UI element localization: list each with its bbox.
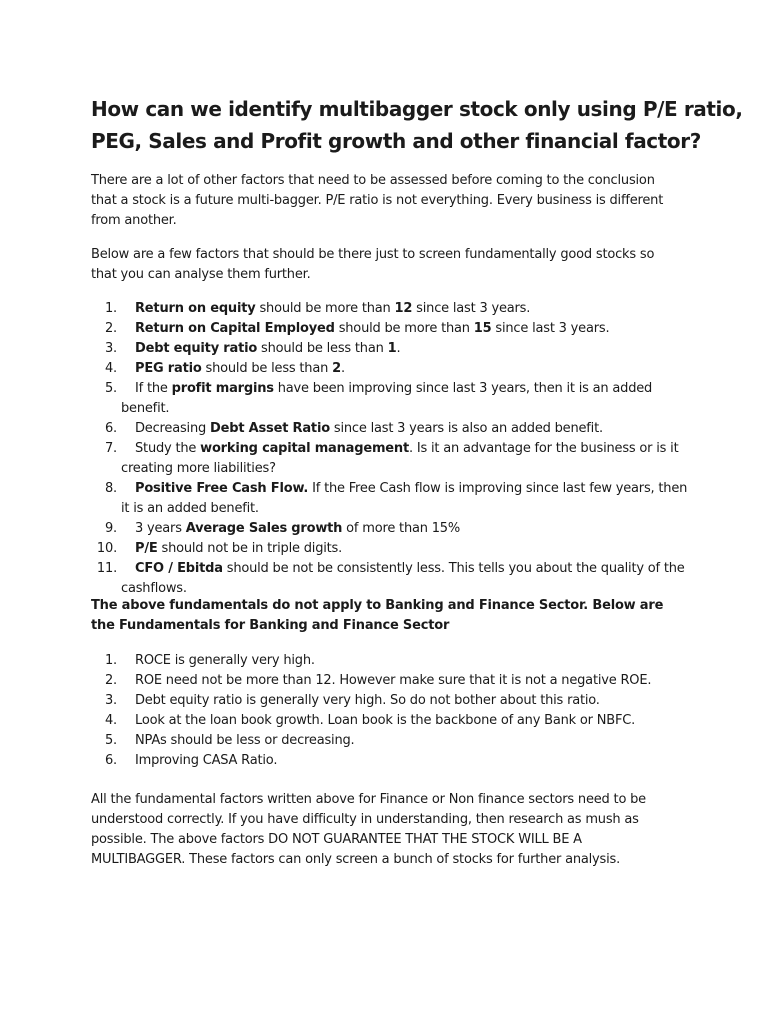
list-item: 8. Positive Free Cash Flow. If the Free Cash flow is improving since last few years, then it is an added benefit. xyxy=(104,481,688,516)
list-item: 3. Debt equity ratio is generally very high. So do not bother about this ratio. xyxy=(104,693,600,708)
list-item: 1. ROCE is generally very high. xyxy=(104,653,315,668)
list-item: 6. Improving CASA Ratio. xyxy=(104,753,278,768)
list-item: 2. ROE need not be more than 12. However make sure that it is not a negative ROE. xyxy=(104,673,652,688)
list-item: 11. CFO / Ebitda should be not be consistently less. This tells you about the quality of the cashflows. xyxy=(96,561,685,596)
banking-factors-list xyxy=(91,651,691,771)
page-title: How can we identify multibagger stock only using P/E ratio, PEG, Sales and Profit growth and other financial factor? xyxy=(91,97,743,153)
list-item: 9. 3 years Average Sales growth of more than 15% xyxy=(104,521,461,536)
list-item: 10. P/E should not be in triple digits. xyxy=(96,541,343,556)
list-item: 7. Study the working capital management. Is it an advantage for the business or is it creating more liabilities? xyxy=(104,441,679,476)
list-item: 5. If the profit margins have been improving since last 3 years, then it is an added benefit. xyxy=(104,381,653,416)
list-item: 1. Return on equity should be more than 12 since last 3 years. xyxy=(104,301,531,316)
list-item: 4. PEG ratio should be less than 2. xyxy=(104,361,345,376)
intro-paragraph-1: There are a lot of other factors that need to be assessed before coming to the conclusion that a stock is a future multi-bagger. P/E ratio is not everything. Every business is different from another. xyxy=(91,173,664,228)
list-item: 6. Decreasing Debt Asset Ratio since last 3 years is also an added benefit. xyxy=(104,421,603,436)
conclusion-paragraph: All the fundamental factors written above for Finance or Non finance sectors need to be understood correctly. If you have difficulty in understanding, then research as mush as possible. The above factors DO NOT GUARANTEE THAT THE STOCK WILL BE A MULTIBAGGER. These factors can only screen a bunch of stocks for further analysis. xyxy=(91,792,646,867)
factors-list xyxy=(91,299,691,599)
banking-heading: The above fundamentals do not apply to Banking and Finance Sector. Below are the Fundamentals for Banking and Finance Sector xyxy=(91,598,664,633)
list-item: 4. Look at the loan book growth. Loan book is the backbone of any Bank or NBFC. xyxy=(104,713,636,728)
list-item: 5. NPAs should be less or decreasing. xyxy=(104,733,355,748)
list-item: 3. Debt equity ratio should be less than 1. xyxy=(104,341,401,356)
intro-paragraph-2: Below are a few factors that should be there just to screen fundamentally good stocks so that you can analyse them further. xyxy=(91,247,655,282)
list-item: 2. Return on Capital Employed should be more than 15 since last 3 years. xyxy=(104,321,610,336)
